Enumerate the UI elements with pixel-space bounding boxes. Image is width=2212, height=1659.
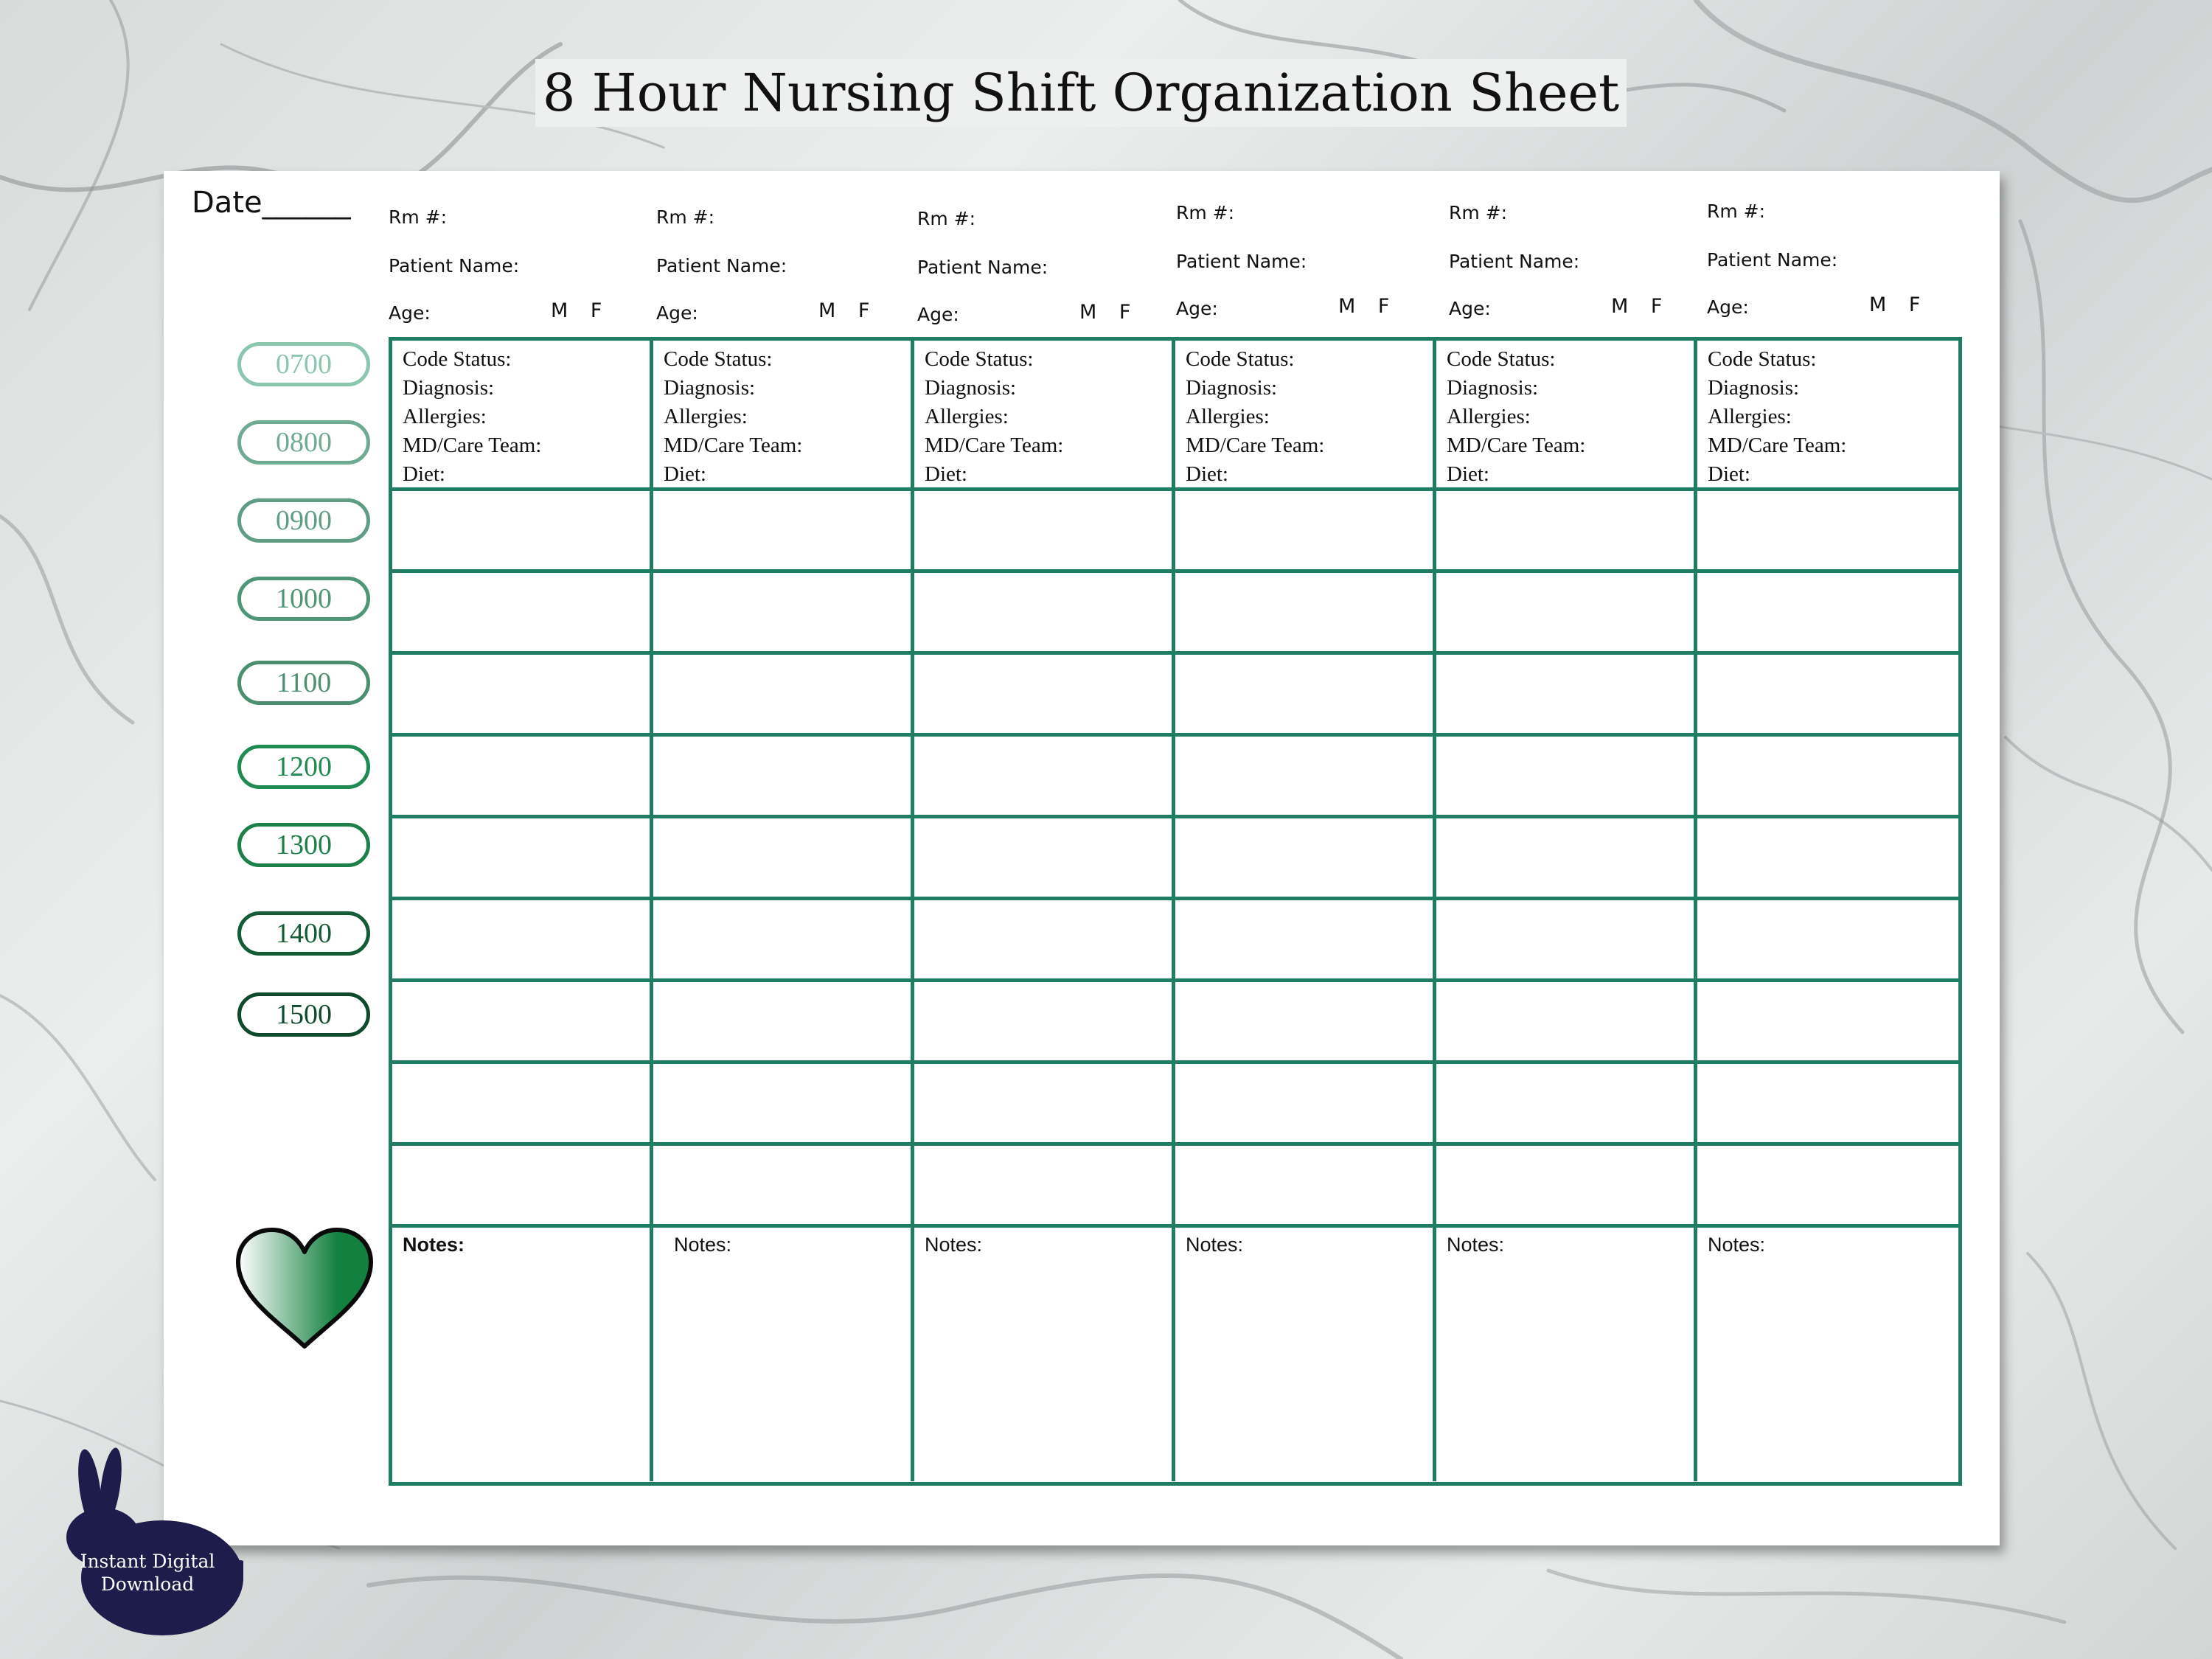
info-field-label: Diagnosis: (1708, 376, 1800, 400)
patient-header-4 (1176, 196, 1427, 344)
info-field-label: MD/Care Team: (1186, 434, 1325, 457)
shift-grid (389, 337, 1962, 1486)
sex-options: M F (818, 299, 870, 322)
time-slot-cell (1175, 1146, 1436, 1228)
info-field-label: Diagnosis: (1186, 376, 1278, 400)
time-slot-cell (1175, 1064, 1436, 1146)
time-slot-cell (392, 655, 653, 737)
patient-name-label: Patient Name: (389, 255, 520, 276)
info-field-label: Diet: (1447, 462, 1489, 486)
sex-options: M F (1611, 295, 1663, 318)
time-slot-cell (914, 737, 1175, 818)
time-slot-cell (1436, 491, 1697, 573)
patient-name-label: Patient Name: (1707, 249, 1838, 271)
sex-options: M F (1079, 301, 1131, 324)
patient-name-label: Patient Name: (656, 255, 787, 276)
time-slot-cell (914, 1146, 1175, 1228)
time-slot-label: 0900 (237, 498, 370, 543)
notes-cell (1697, 1228, 1958, 1481)
time-slot-cell (1697, 900, 1958, 982)
time-slot-cell (1436, 1146, 1697, 1228)
info-field-label: MD/Care Team: (664, 434, 803, 457)
time-slot-cell (914, 818, 1175, 900)
age-label: Age: (1176, 298, 1218, 319)
time-slot-cell (1436, 900, 1697, 982)
info-field-label: Code Status: (664, 347, 773, 371)
patient-name-label: Patient Name: (1176, 251, 1307, 272)
notes-label: Notes: (403, 1234, 465, 1256)
patient-name-label: Patient Name: (917, 257, 1048, 278)
time-slot-cell (1175, 982, 1436, 1064)
time-slot-cell (1436, 573, 1697, 655)
time-slot-cell (653, 818, 914, 900)
info-field-label: Diagnosis: (664, 376, 756, 400)
organization-sheet (164, 171, 2000, 1545)
time-slot-label: 0700 (237, 342, 370, 386)
time-slot-cell (653, 573, 914, 655)
time-slot-cell (653, 1146, 914, 1228)
patient-info-cell (914, 341, 1175, 491)
time-slot-cell (914, 573, 1175, 655)
info-field-label: Diagnosis: (403, 376, 495, 400)
time-slot-cell (392, 1146, 653, 1228)
room-number-label: Rm #: (917, 208, 976, 229)
time-slot-label: 1300 (237, 823, 370, 867)
time-slot-cell (1697, 737, 1958, 818)
sex-options: M F (551, 299, 602, 322)
time-slot-cell (1697, 1064, 1958, 1146)
sex-options: M F (1869, 293, 1921, 316)
time-slot-label: 0800 (237, 420, 370, 465)
notes-cell (1175, 1228, 1436, 1481)
time-slot-cell (1436, 655, 1697, 737)
notes-label: Notes: (1186, 1234, 1244, 1256)
time-slot-cell (653, 737, 914, 818)
time-slot-label: 1400 (237, 911, 370, 956)
time-slot-cell (392, 1064, 653, 1146)
time-slot-cell (1697, 982, 1958, 1064)
time-slot-cell (914, 900, 1175, 982)
time-slot-cell (392, 573, 653, 655)
info-field-label: Diet: (1708, 462, 1750, 486)
time-slot-cell (392, 982, 653, 1064)
patient-header-6 (1707, 195, 1958, 342)
patient-info-cell (1175, 341, 1436, 491)
info-field-label: MD/Care Team: (925, 434, 1064, 457)
patient-info-cell (392, 341, 653, 491)
info-field-label: Allergies: (925, 405, 1009, 428)
age-label: Age: (389, 302, 431, 324)
time-slot-cell (914, 655, 1175, 737)
info-field-label: MD/Care Team: (1447, 434, 1586, 457)
patient-name-label: Patient Name: (1449, 251, 1580, 272)
info-field-label: Diet: (925, 462, 967, 486)
time-slot-cell (1697, 818, 1958, 900)
age-label: Age: (917, 304, 959, 325)
time-slot-cell (392, 491, 653, 573)
patient-info-cell (1697, 341, 1958, 491)
info-field-label: MD/Care Team: (1708, 434, 1847, 457)
notes-label: Notes: (1447, 1234, 1505, 1256)
time-slot-cell (653, 900, 914, 982)
time-slot-cell (1436, 818, 1697, 900)
patient-header-1 (389, 201, 639, 348)
info-field-label: MD/Care Team: (403, 434, 542, 457)
info-field-label: Diagnosis: (1447, 376, 1539, 400)
time-slot-cell (1697, 573, 1958, 655)
age-label: Age: (1449, 298, 1491, 319)
time-slot-cell (653, 982, 914, 1064)
patient-header-2 (656, 201, 907, 348)
notes-label: Notes: (925, 1234, 983, 1256)
info-field-label: Allergies: (403, 405, 487, 428)
sex-options: M F (1338, 295, 1390, 318)
time-slot-cell (1697, 655, 1958, 737)
room-number-label: Rm #: (389, 206, 448, 228)
time-slot-cell (1175, 491, 1436, 573)
heart-icon (234, 1225, 375, 1351)
info-field-label: Diagnosis: (925, 376, 1017, 400)
notes-label: Notes: (1708, 1234, 1766, 1256)
time-slot-cell (1175, 737, 1436, 818)
age-label: Age: (656, 302, 698, 324)
room-number-label: Rm #: (1176, 202, 1235, 223)
patient-header-3 (917, 202, 1168, 349)
notes-cell (1436, 1228, 1697, 1481)
time-slot-cell (914, 491, 1175, 573)
info-field-label: Code Status: (1708, 347, 1817, 371)
notes-cell (914, 1228, 1175, 1481)
info-field-label: Diet: (403, 462, 445, 486)
time-slot-cell (1436, 737, 1697, 818)
time-slot-cell (392, 818, 653, 900)
info-field-label: Code Status: (1447, 347, 1556, 371)
info-field-label: Diet: (1186, 462, 1228, 486)
brand-text-line-2: Download (100, 1573, 195, 1595)
notes-label: Notes: (674, 1234, 732, 1256)
time-slot-label: 1200 (237, 745, 370, 789)
time-slot-cell (1697, 1146, 1958, 1228)
time-slot-label: 1500 (237, 992, 370, 1037)
info-field-label: Code Status: (925, 347, 1034, 371)
info-field-label: Allergies: (1186, 405, 1270, 428)
time-slot-cell (1175, 573, 1436, 655)
info-field-label: Allergies: (1447, 405, 1531, 428)
patient-info-cell (1436, 341, 1697, 491)
brand-text-line-1: Instant Digital (80, 1551, 215, 1572)
patient-info-cell (653, 341, 914, 491)
time-slot-cell (1436, 1064, 1697, 1146)
time-slot-cell (914, 982, 1175, 1064)
info-field-label: Allergies: (1708, 405, 1792, 428)
time-slot-label: 1100 (237, 661, 370, 705)
rabbit-logo-icon (59, 1445, 243, 1637)
patient-header-5 (1449, 196, 1700, 344)
info-field-label: Code Status: (1186, 347, 1295, 371)
time-slot-cell (1697, 491, 1958, 573)
time-slot-cell (1175, 818, 1436, 900)
room-number-label: Rm #: (656, 206, 715, 228)
instant-download-text (66, 1550, 229, 1596)
time-slot-cell (1175, 655, 1436, 737)
room-number-label: Rm #: (1449, 202, 1508, 223)
time-slot-cell (392, 737, 653, 818)
time-slot-cell (653, 491, 914, 573)
date-label: Date______ (192, 186, 351, 220)
time-slot-cell (392, 900, 653, 982)
time-slot-cell (653, 1064, 914, 1146)
notes-cell (653, 1228, 914, 1481)
time-slot-cell (653, 655, 914, 737)
time-slot-cell (1436, 982, 1697, 1064)
info-field-label: Allergies: (664, 405, 748, 428)
age-label: Age: (1707, 296, 1749, 318)
time-slot-cell (1175, 900, 1436, 982)
room-number-label: Rm #: (1707, 201, 1766, 222)
time-slot-cell (914, 1064, 1175, 1146)
time-slot-label: 1000 (237, 577, 370, 621)
page-title: 8 Hour Nursing Shift Organization Sheet (535, 59, 1627, 127)
info-field-label: Diet: (664, 462, 706, 486)
notes-cell (392, 1228, 653, 1481)
info-field-label: Code Status: (403, 347, 512, 371)
